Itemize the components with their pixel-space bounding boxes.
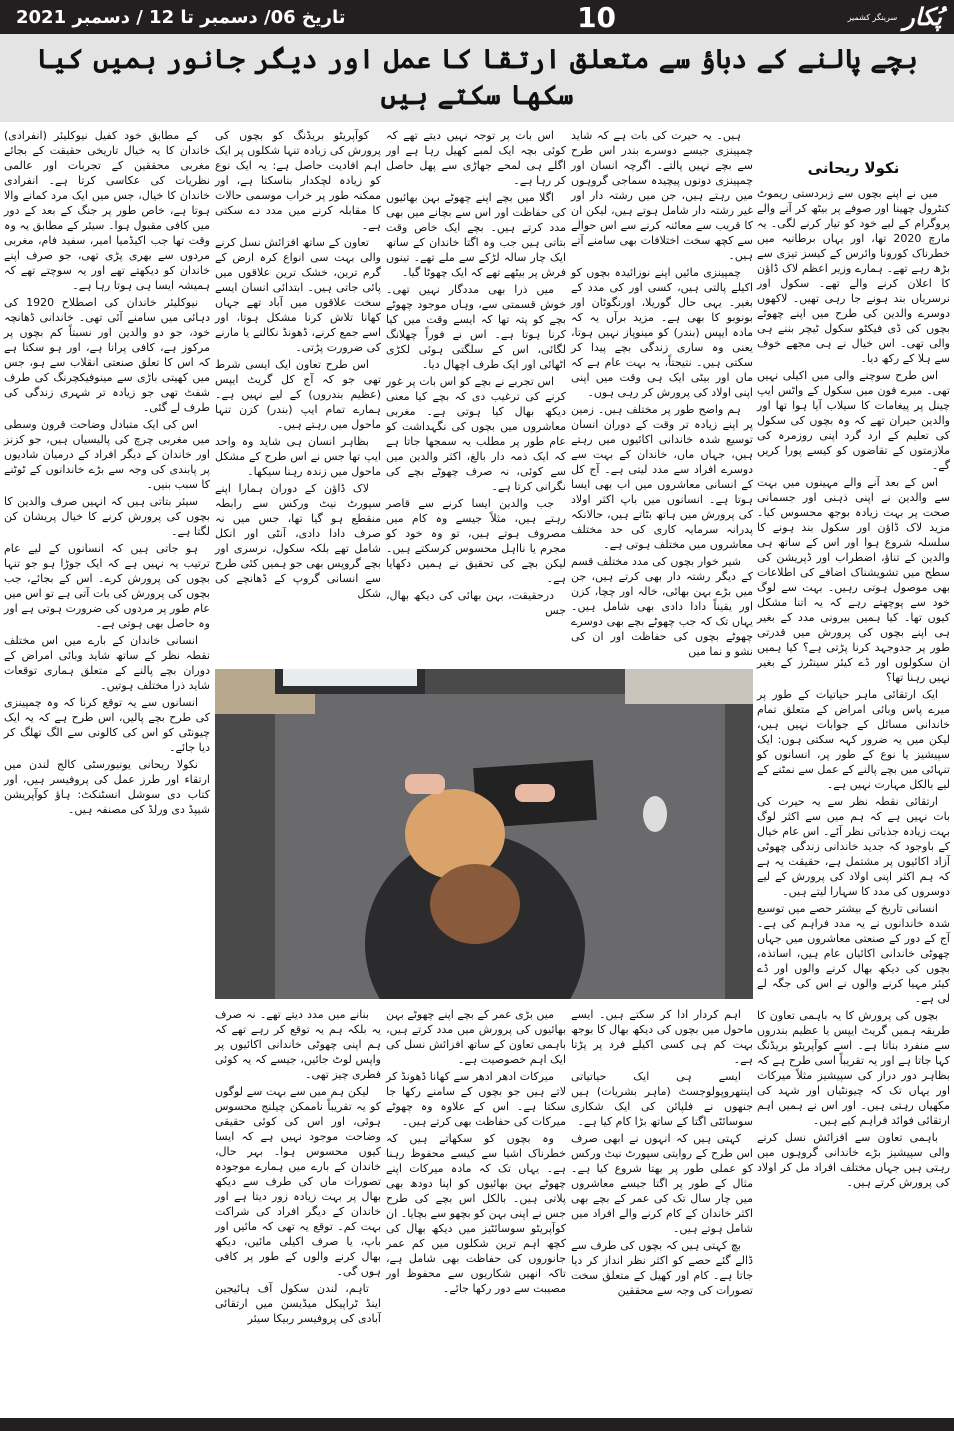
bottom-column-4-text — [215, 1007, 381, 1326]
column-5-text — [4, 128, 210, 817]
column-2 — [571, 128, 753, 661]
paragraph: انسانی تاریخ کے بیشتر حصے میں توسیع شدہ خاندانوں نے یہ مدد فراہم کی ہے۔ آج کے دور کے صنعتی معاشروں میں جہاں چھوٹی خاندانی اکائیاں عام ہیں، اساتذہ، بچوں کی دیکھ بھال کرنے والوں اور ڈے کیئر مہیا کرنے والوں نے اس کی جگہ لے لی ہے۔ — [757, 902, 950, 1005]
paragraph: ارتقائی نقطہ نظر سے یہ حیرت کی بات نہیں ہے کہ ہم میں سے اکثر لوگ بہت زیادہ جذباتی نظر آئے۔ اس عام خیال کے باوجود کہ جدید خاندانی زندگی چھوٹی آزاد اکائیوں پر مشتمل ہے، حقیقت یہ ہے کہ ہم اکثر اپنی اولاد کی پرورش کے لیے دوسروں کی مدد کا سہارا لیتے ہیں۔ — [757, 795, 950, 898]
paragraph: لاک ڈاؤن کے دوران ہمارا اپنے سپورٹ نیٹ ورکس سے رابطہ منقطع ہو گیا تھا، جس میں نہ صرف دادا دادی، آنٹی اور انکل شامل تھے بلکہ سکول، نرسری اور بچے گروپس بھی جو ہمیں کئی طرح سے انسانی گروپ کے ڈھانچے کی شکل — [215, 482, 381, 600]
paragraph: تعاون کے ساتھ افزائش نسل کرنے والی بہت سی انواع کرہ ارض کے گرم ترین، خشک ترین علاقوں میں پائی جاتی ہیں۔ ابتدائی انسان ایسے سخت علاقوں میں آباد تھے جہاں کھانا تلاش کرنا مشکل ہوتا، اور اسے جمع کرنے، ڈھونڈ نکالنے یا مارنے کی ضرورت پڑتی۔ — [215, 236, 381, 354]
paragraph: اس کی ایک متبادل وضاحت قرون وسطی میں مغربی چرچ کی پالیسیاں ہیں، جو کزنز اور خاندان کے دیگر افراد کے درمیان شادیوں پر پابندی کی وجہ سے بڑے خاندانوں کے ٹوٹنے کا سبب بنیں۔ — [4, 418, 210, 491]
column-3 — [386, 128, 566, 661]
article-photo-parent-working-with-child — [215, 669, 753, 999]
middle-columns — [215, 128, 753, 1328]
paragraph: ایک ارتقائی ماہر حیاتیات کے طور پر میرے پاس وبائی امراض کے متعلق تمام خاندانی مسائل کے جوابات نہیں ہیں، لیکن میں یہ ضرور کہہ سکتی ہوں: ایک سپیشیز یا نوع کے طور پر، انسانوں کو تنہائی میں بچے پالنے کے عمل سے نمٹنے کے لیے بالکل مہارت نہیں ہے۔ — [757, 688, 950, 791]
column-3-text — [386, 128, 566, 618]
bottom-column-4 — [215, 1007, 381, 1328]
paragraph: شیر خوار بچوں کی مدد مختلف قسم کے دیگر رشتہ دار بھی کرتے ہیں، جن میں بڑے بہن بھائی، خالہ اور چچا، کزن اور یقیناً دادا دادی بھی شامل ہیں۔ یہاں تک کہ جب چھوٹے بچے بھی دوسرے چھوٹے بچوں کی حفاظت اور ان کی نشو و نما میں — [571, 555, 753, 658]
paragraph: لیکن ہم میں سے بہت سے لوگوں کو یہ تقریباً ناممکن چیلنج محسوس ہوئی، اور اس کی کوئی حقیقی وضاحت موجود نہیں ہے کہ ایسا کیوں محسوس ہوا۔ بہر حال، خاندان کے بارے میں ہمارے موجودہ تصورات ماں کی طرف سے دیکھ بھال پر بہت زیادہ زور دیتا ہے اور خاندان کے دیگر افراد کی شراکت بہت کم۔ توقع یہ تھی کہ مائیں اور باپ، یا صرف اکیلی مائیں، دیکھ بھال کرنے والوں کے طور پر کافی ہوں گی۔ — [215, 1085, 381, 1278]
paragraph: وہ بچوں کو سکھاتے ہیں کہ خطرناک اشیا سے کیسے محفوظ رہنا ہے۔ یہاں تک کہ مادہ میرکات اپنے چھوٹے بہن بھائیوں کو اپنا دودھ بھی پلاتی ہیں۔ بالکل اس بچے کی طرح جس نے اپنی بہن کو بچھو سے بچایا۔ ان کوآپریٹو سوسائٹیز میں دیکھ بھال کی کچھ اہم ترین شکلوں میں کم عمر جانوروں کی حفاظت بھی شامل ہے، تاکہ انھیں شکاریوں سے محفوظ اور مصیبت سے دور رکھا جائے۔ — [386, 1132, 566, 1295]
paragraph: میں نے اپنے بچوں سے زبردستی ریموٹ کنٹرول چھینا اور صوفے پر بیٹھ کر آنے والے پروگرام کے لیے خود کو تیار کرنے لگی۔ یہ مارچ 2020 تھا، اور یہاں برطانیہ میں خطرناک کورونا وائرس کے کیسز تیزی سے بڑھ رہے تھے۔ ہمارے وزیر اعظم لاک ڈاؤن کا اعلان کرنے والے تھے۔ سکول اور نرسریاں بند ہونے جا رہی تھیں۔ لاکھوں دوسرے والدین کی طرح میں اپنے چھوٹے بچوں کی ڈی فیکٹو سکول ٹیچر بننے ہی والی تھی۔ اس خیال نے ہی مجھے خوف سے ہلا کے رکھ دیا۔ — [757, 187, 950, 365]
newspaper-logo — [848, 3, 942, 31]
paragraph: کہتی ہیں کہ انہوں نے ابھی صرف اس طرح کے روایتی سپورٹ نیٹ ورکس کو عملی طور پر بھتا شروع کیا ہے۔ مثال کے طور پر اگتا جیسے معاشروں میں چار سال تک کی عمر کے بچے بھی اکثر خاندان کے کام کرنے والے افراد میں شامل ہوتے ہیں۔ — [571, 1132, 753, 1235]
column-5 — [4, 128, 210, 819]
column-4-text — [215, 128, 381, 601]
paragraph: بظاہر انسان ہی شاید وہ واحد ایپ تھا جس نے اس طرح کے مشکل ماحول میں زندہ رہنا سیکھا۔ — [215, 435, 381, 478]
logo-tagline: سرینگر کشمیر — [847, 12, 898, 22]
paragraph: اس کے بعد آنے والے مہینوں میں بہت سے والدین نے اپنی ذہنی اور جسمانی صحت پر بہت زیادہ بوجھ محسوس کیا۔ مزید لاک ڈاؤن اور سکول بند ہونے کا سلسلہ شروع ہوا اور اس کے ساتھ ہی والدین کے تناؤ، اضطراب اور ڈپریشن کی سطح میں تشویشناک اضافے کی اطلاعات بھی موصول ہوتی رہیں۔ بہت سے لوگ خود سے پوچھتے رہے کہ یہ اتنا مشکل کیوں تھا۔ کیا ہمیں بیرونی مدد کے بغیر ہی اپنے بچوں کی پرورش میں قدرتی طور پر جدوجہد کرنا پڑتی ہے؟ کیا ہمیں ان سکولوں اور ڈے کیئر سینٹرز کے بغیر نہیں رہنا تھا؟ — [757, 476, 950, 684]
article-headline: بچے پالنے کے دباؤ سے متعلق ارتقا کا عمل اور دیگر جانور ہمیں کیا سکھا سکتے ہیں — [36, 44, 918, 111]
column-1-text — [757, 186, 950, 1190]
paragraph: اس تجربے نے بچے کو اس بات پر غور کرنے کی ترغیب دی کہ بچے کیا معنی دیکھ بھال کیا ہوتی ہے۔ مغربی معاشروں میں بچوں کی نگہداشت کو عام طور پر مطلب یہ سمجھا جاتا ہے کہ ایک ذمہ دار بالغ، اکثر والدین میں سے کوئی، نہ صرف چھوٹے بچے کی نگرانی کرتا ہے۔ — [386, 375, 566, 493]
paragraph: چمپینزی مائیں اپنے نوزائیدہ بچوں کو اکیلے پالتی ہیں، کسی اور کی مدد کے بغیر۔ یہی حال گوریلا، اورنگوٹان اور بونوبو کا بھی ہے۔ مزید برآں یہ کہ مادہ ایپس (بندر) کو مینوپاز نہیں ہوتا، یعنی وہ ساری زندگی بچے پیدا کر سکتی ہیں۔ نتیجتاً، یہ بہت عام ہے کہ ماں اور بیٹی ایک ہی وقت میں اپنی اپنی اولاد کی پرورش کر رہی ہوں۔ — [571, 266, 753, 399]
headline-band — [0, 34, 954, 122]
paragraph: اس طرح تعاون ایک ایسی شرط تھی جو کہ آج کل گریٹ ایپس (عظیم بندروں) کے لیے نہیں ہے۔ ہمارے تمام ایپ (بندر) کزن تنہا ماحول میں رہتے ہیں۔ — [215, 358, 381, 431]
paragraph: اگلا میں بچے اپنے چھوٹے بہن بھائیوں کی حفاظت اور اس سے بچانے میں بھی مدد کرتے ہیں۔ بچے ایک خاص وقت بتاتی ہیں جب وہ اگتا خاندان کے ساتھ ایک چار سالہ لڑکے سے ملے تھے۔ تینوں فرش پر بیٹھے تھے کہ ایک چھوٹا گیا۔ — [386, 191, 566, 279]
column-2-text — [571, 128, 753, 659]
masthead-bar — [0, 0, 954, 34]
paragraph: اس بات پر توجہ نہیں دیتے تھے کہ کوئی بچہ ایک لمبے کھیل رہا ہے اور اگلے ہی لمحے جھاڑی سے پھل حاصل کر رہا ہے۔ — [386, 129, 566, 187]
paragraph: ہم واضح طور پر مختلف ہیں۔ زمین پر اپنے زیادہ تر وقت کے دوران انسان توسیع شدہ خاندانی اکائیوں میں رہتے ہیں، جہاں ماں، خاندان کے بہت سے دوسرے افراد سے مدد لیتی ہے۔ آج کل کے انسانی معاشروں میں اب بھی ایسا ہوتا ہے۔ انسانوں میں باپ اکثر اولاد کی پرورش میں ہاتھ بٹاتے ہیں، حالانکہ پدرانہ سرمایہ کاری کی حد مختلف معاشروں میں مختلف ہوتی ہے۔ — [571, 403, 753, 551]
issue-date: تاریخ 06/ دسمبر تا 12 / دسمبر 2021 — [16, 6, 346, 28]
paragraph: کے مطابق خود کفیل نیوکلیئر (انفرادی) خاندان کا یہ خیال تاریخی حقیقت کے بجائے مغربی محققین کے تجربات اور عالمی نظریات کی عکاسی کرتا ہے۔ انفرادی خاندان کا خیال، جس میں ایک مرد کمانے والا ہوتا ہے، خاص طور پر جنگ کے بعد کے دور میں کافی مقبول ہوا۔ سیئر کے مطابق یہ وہ وقت تھا جب اکیڈمیا امیر، سفید فام، مغربی مردوں سے بھری پڑی تھی، جو صرف اپنے خاندان کو دیکھتے تھے اور یہ سوچتے تھے کہ ہمیشہ ایسا ہی ہوتا رہا ہے۔ — [4, 129, 210, 292]
author-byline: نکولا ریحانی — [807, 159, 900, 177]
paragraph: سیئر بتاتی ہیں کہ انہیں صرف والدین کا بچوں کی پرورش کرنے کا خیال پریشان کن لگتا ہے۔ — [4, 495, 210, 538]
bottom-column-3 — [386, 1007, 566, 1328]
bottom-column-3-text — [386, 1007, 566, 1296]
paragraph: بنانے میں مدد دیتے تھے۔ نہ صرف یہ بلکہ ہم یہ توقع کر رہے تھے کہ ہم اپنی چھوٹی خاندانی اکائیوں پر واپس لوٹ جائیں، جیسے کہ یہ کوئی فطری چیز تھی۔ — [215, 1008, 381, 1081]
paragraph: کوآپریٹو بریڈنگ کو بچوں کی پرورش کی زیادہ تنہا شکلوں پر ایک اہم افادیت حاصل ہے: یہ ایک نوع کو زیادہ لچکدار بناسکتا ہے، اور ممکنہ طور پر خراب موسمی حالات کا مقابلہ کرنے میں مدد دے سکتی ہے۔ — [215, 129, 381, 232]
paragraph: اہم کردار ادا کر سکتے ہیں۔ ایسے ماحول میں بچوں کی دیکھ بھال کا بوجھ بہت کم ہی کسی اکیلے فرد پر پڑتا ہے۔ — [571, 1008, 753, 1066]
paragraph: بچ کہتی ہیں کہ بچوں کی طرف سے ڈالے گئے حصے کو اکثر نظر انداز کر دیا جاتا ہے۔ کام اور کھیل کے متعلق سخت تصورات کی وجہ سے محققین — [571, 1239, 753, 1297]
logo-name: پُکار — [903, 3, 942, 31]
bottom-column-2 — [571, 1007, 753, 1328]
paragraph: انسانی خاندان کے بارے میں اس مختلف نقطہ نظر کے ساتھ شاید وبائی امراض کے دوران بچے پالنے کے متعلق ہماری توقعات شاید ذرا مختلف ہوتیں۔ — [4, 634, 210, 692]
page-number: 10 — [577, 0, 617, 34]
bottom-column-2-text — [571, 1007, 753, 1298]
paragraph: نیوکلیئر خاندان کی اصطلاح 1920 کی دہائی میں سامنے آئی تھی۔ خاندانی ڈھانچہ خود، جو دو والدین اور نسبتاً کم بچوں پر مرکوز ہے، کافی پرانا ہے، اور ہو سکتا ہے کہ اس کا تعلق صنعتی انقلاب سے ہو، جس میں کھیتی باڑی سے مینوفیکچرنگ کی طرف شفٹ تھی جو زیادہ تر شہری زندگی کی طرف لے گئی۔ — [4, 296, 210, 414]
paragraph: انسانوں سے یہ توقع کرنا کہ وہ چمپینزی کی طرح بچے پالیں، اس طرح ہے کہ یہ ایک چیونٹی کو اس کی کالونی سے الگ تھلگ کر دیا جائے۔ — [4, 696, 210, 754]
paragraph: تاہم، لندن سکول آف ہائیجین اینڈ ٹراپیکل میڈیسن میں ارتقائی آبادی کی پروفیسر ربیکا سیئر — [215, 1282, 381, 1325]
column-1 — [757, 128, 950, 1192]
paragraph: جب والدین ایسا کرنے سے قاصر رہتے ہیں، مثلاً جیسے وہ کام میں مصروف ہوتے ہیں، تو وہ خود کو مجرم یا نااہل محسوس کرسکتے ہیں۔ لیکن بچے کی تحقیق نے ہمیں دکھایا ہے۔ — [386, 497, 566, 585]
column-4 — [215, 128, 381, 661]
paragraph: میں ذرا بھی مددگار نہیں تھی۔ خوش قسمتی سے، وہاں موجود چھوٹے بچے کو پتہ تھا کہ ایسے وقت میں کیا کرنا ہوتا ہے۔ اس نے فوراً چھلانگ لگائی، اس کے سلگتی ہوئی لکڑی اٹھائی اور ایک طرف اچھال دیا۔ — [386, 283, 566, 371]
paragraph: ہو جاتی ہیں کہ انسانوں کے لیے عام ترتیب یہ نہیں ہے کہ ایک جوڑا ہو جو تنہا بچوں کی پرورش کرے۔ اس کے بجائے، جب بچوں کی پرورش کی بات آتی ہے تو اس میں عام طور پر مردوں کی ضرورت ہوتی ہے اور وہ حاصل بھی ہوتی ہے۔ — [4, 542, 210, 630]
paragraph: درحقیقت، بہن بھائی کی دیکھ بھال، جس — [386, 589, 566, 617]
paragraph: نکولا ریحانی یونیورسٹی کالج لندن میں ارتقاء اور طرز عمل کی پروفیسر ہیں، اور کتاب دی سوشل انسٹنکٹ: ہاؤ کوآپریشن شیپڈ دی ورلڈ کی مصنفہ ہیں۔ — [4, 758, 210, 816]
paragraph: ہیں۔ یہ حیرت کی بات ہے کہ شاید چمپینزی جیسے دوسرے بندر اس طرح سے بچے نہیں پالتے۔ اگرچہ انسان اور چمپینزی دونوں پیچیدہ سماجی گروہوں میں رہتے ہیں، جن میں رشتہ دار اور غیر رشتہ دار شامل ہوتے ہیں، لیکن ان کا قریب سے معائنہ کرنے سے اس حوالے سے کچھ سخت اختلافات بھی سامنے آتے ہیں۔ — [571, 129, 753, 262]
paragraph: میرکات ادھر ادھر سے کھانا ڈھونڈ کر لاتے ہیں جو بچوں کے سامنے رکھا جا سکتا ہے۔ اس کے علاوہ وہ چھوٹے میرکات کی حفاظت بھی کرتے ہیں۔ — [386, 1070, 566, 1128]
paragraph: اس طرح سوچنے والی میں اکیلی نہیں تھی۔ میرے فون میں سکول کے واٹس ایپ چینل پر پیغامات کا سیلاب آیا ہوا تھا اور والدین حیران تھے کہ وہ بچوں کی سکول کی تعلیم کے ارد گرد اپنی روزمرہ کی ملازمتوں کے تقاضوں کو کیسے پورا کریں گے۔ — [757, 369, 950, 472]
paragraph: میں بڑی عمر کے بچے اپنے چھوٹے بہن بھائیوں کی پرورش میں مدد کرتے ہیں، باہمی تعاون کے ساتھ افزائش نسل کی ایک اہم خصوصیت ہے۔ — [386, 1008, 566, 1066]
paragraph: باہمی تعاون سے افزائش نسل کرنے والی سپیشیز بڑے خاندانی گروہوں میں رہتی ہیں جہاں مختلف افراد مل کر اولاد کی پرورش کرتے ہیں۔ — [757, 1131, 950, 1189]
footer-bar — [0, 1418, 954, 1431]
paragraph: ایسے ہی ایک حیاتیاتی اینتھروپولوجسٹ (ماہر بشریات) ہیں جنھوں نے فلپائن کی ایک شکاری سوسائٹی اگتا کے ساتھ بڑا کام کیا ہے۔ — [571, 1070, 753, 1128]
paragraph: بچوں کی پرورش کا یہ باہمی تعاون کا طریقہ ہمیں گریٹ ایپس یا عظیم بندروں سے منفرد بناتا ہے۔ اسے کوآپریٹو بریڈنگ کہا جاتا ہے اور یہ تقریباً اسی طرح ہے کہ بظاہر دور دراز کی سپیشیز مثلاً میرکات اور یہاں تک کہ چیونٹیاں اور شہد کی مکھیاں رہتی ہیں۔ اور اس نے ہمیں اہم ارتقائی فوائد فراہم کیے ہیں۔ — [757, 1009, 950, 1127]
